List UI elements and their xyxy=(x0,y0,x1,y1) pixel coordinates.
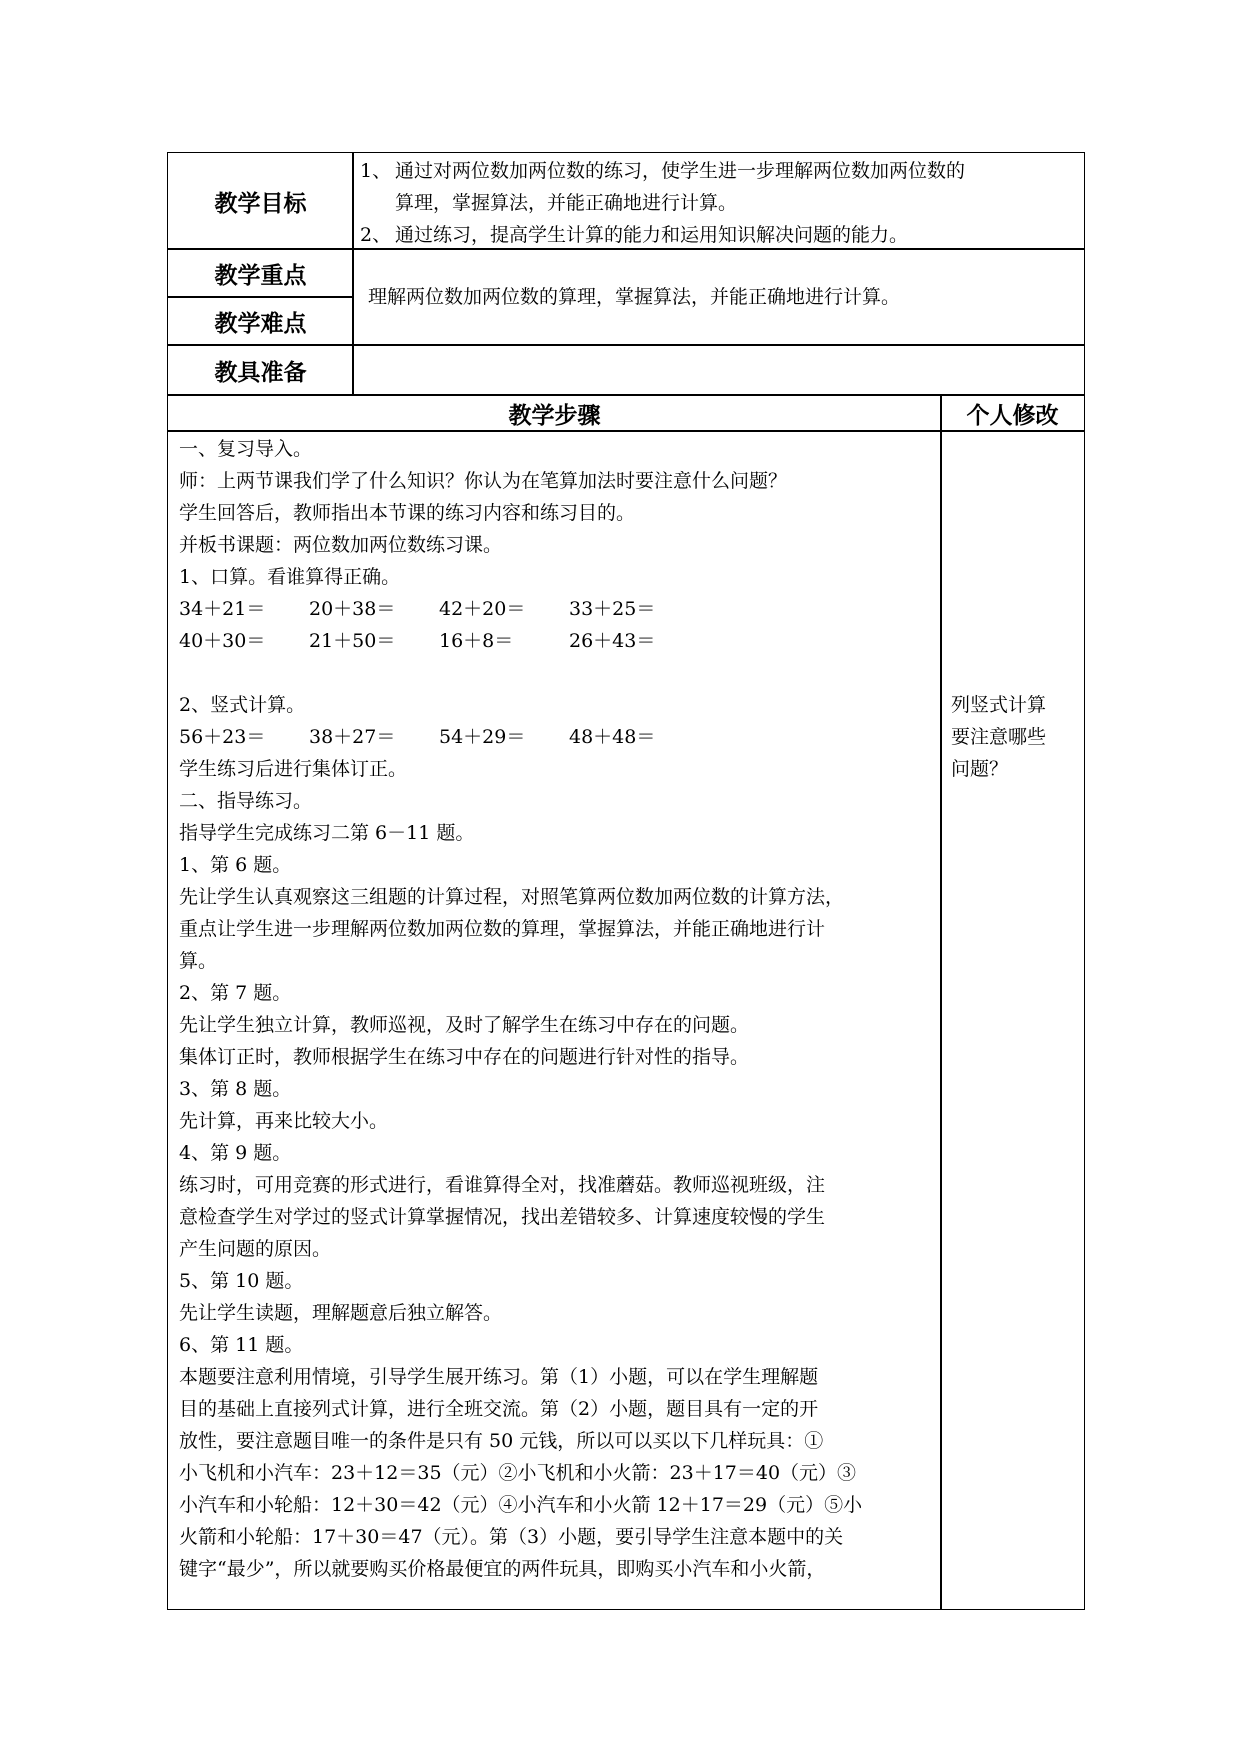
key-points-label-text: 教学重点 xyxy=(214,262,307,289)
materials-label xyxy=(167,344,354,396)
vertical-calc: 38＋27＝ xyxy=(309,726,396,748)
step-line: 先让学生读题，理解题意后独立解答。 xyxy=(179,1302,503,1324)
step-line: 先让学生独立计算，教师巡视，及时了解学生在练习中存在的问题。 xyxy=(179,1014,750,1036)
step-line: 重点让学生进一步理解两位数加两位数的算理，掌握算法，并能正确地进行计 xyxy=(179,918,826,940)
objective-1-line-1: 通过对两位数加两位数的练习，使学生进一步理解两位数加两位数的 xyxy=(395,160,966,182)
step-line: 键字“最少”，所以就要购买价格最便宜的两件玩具，即购买小汽车和小火箭， xyxy=(179,1558,826,1580)
personal-header-text: 个人修改 xyxy=(966,402,1059,429)
objective-2-line-1: 通过练习，提高学生计算的能力和运用知识解决问题的能力。 xyxy=(395,224,909,246)
materials-content xyxy=(352,344,1085,396)
personal-note-line: 要注意哪些 xyxy=(951,726,1047,748)
objective-2-number: 2、 xyxy=(360,224,392,246)
step-line: 意检查学生对学过的竖式计算掌握情况，找出差错较多、计算速度较慢的学生 xyxy=(179,1206,826,1228)
objectives-label-text: 教学目标 xyxy=(214,190,307,217)
difficulties-label xyxy=(167,296,354,346)
step-line: 火箭和小轮船：17＋30＝47（元）。第（3）小题，要引导学生注意本题中的关 xyxy=(179,1526,844,1548)
step-line: 小汽车和小轮船：12＋30＝42（元）④小汽车和小火箭 12＋17＝29（元）⑤小 xyxy=(179,1494,863,1516)
step-line: 目的基础上直接列式计算，进行全班交流。第（2）小题，题目具有一定的开 xyxy=(179,1398,819,1420)
vertical-calc: 48＋48＝ xyxy=(569,726,656,748)
step-line: 产生问题的原因。 xyxy=(179,1238,332,1260)
step-line: 算。 xyxy=(179,950,218,972)
key-points-label xyxy=(167,248,354,298)
personal-body xyxy=(940,430,1085,1610)
oral-calc: 42＋20＝ xyxy=(439,598,526,620)
step-line: 一、复习导入。 xyxy=(179,438,313,460)
personal-header xyxy=(940,394,1085,432)
personal-note-line: 列竖式计算 xyxy=(951,694,1047,716)
step-line: 集体订正时，教师根据学生在练习中存在的问题进行针对性的指导。 xyxy=(179,1046,750,1068)
step-line: 师：上两节课我们学了什么知识？你认为在笔算加法时要注意什么问题？ xyxy=(179,470,788,492)
materials-label-text: 教具准备 xyxy=(214,359,307,386)
step-line: 本题要注意利用情境，引导学生展开练习。第（1）小题，可以在学生理解题 xyxy=(179,1366,819,1388)
step-line: 2、第 7 题。 xyxy=(179,982,292,1004)
oral-calc: 21＋50＝ xyxy=(309,630,396,652)
objective-1-number: 1、 xyxy=(360,160,392,182)
objective-1-line-2: 算理，掌握算法，并能正确地进行计算。 xyxy=(395,192,738,214)
oral-calc: 34＋21＝ xyxy=(179,598,266,620)
step-line: 放性，要注意题目唯一的条件是只有 50 元钱，所以可以买以下几样玩具：① xyxy=(179,1430,824,1452)
step-line: 5、第 10 题。 xyxy=(179,1270,304,1292)
step-line: 练习时，可用竞赛的形式进行，看谁算得全对，找准蘑菇。教师巡视班级，注 xyxy=(179,1174,826,1196)
step-line: 2、竖式计算。 xyxy=(179,694,306,716)
step-line: 4、第 9 题。 xyxy=(179,1142,292,1164)
step-line: 1、口算。看谁算得正确。 xyxy=(179,566,401,588)
step-line: 二、指导练习。 xyxy=(179,790,313,812)
oral-calc: 33＋25＝ xyxy=(569,598,656,620)
step-line: 指导学生完成练习二第 6－11 题。 xyxy=(179,822,475,844)
vertical-calc: 56＋23＝ xyxy=(179,726,266,748)
objectives-label xyxy=(167,152,354,250)
step-line: 并板书课题：两位数加两位数练习课。 xyxy=(179,534,503,556)
oral-calc: 40＋30＝ xyxy=(179,630,266,652)
step-line: 小飞机和小汽车：23＋12＝35（元）②小飞机和小火箭：23＋17＝40（元）③ xyxy=(179,1462,857,1484)
key-difficult-text: 理解两位数加两位数的算理，掌握算法，并能正确地进行计算。 xyxy=(368,286,901,308)
steps-header xyxy=(167,394,942,432)
oral-calc: 16＋8＝ xyxy=(439,630,514,652)
key-difficult-content xyxy=(352,248,1085,346)
step-line: 学生练习后进行集体订正。 xyxy=(179,758,408,780)
vertical-calc: 54＋29＝ xyxy=(439,726,526,748)
steps-header-text: 教学步骤 xyxy=(508,402,601,429)
step-line: 1、第 6 题。 xyxy=(179,854,292,876)
oral-calc: 20＋38＝ xyxy=(309,598,396,620)
personal-note-line: 问题？ xyxy=(951,758,1009,780)
difficulties-label-text: 教学难点 xyxy=(214,310,307,337)
step-line: 学生回答后，教师指出本节课的练习内容和练习目的。 xyxy=(179,502,636,524)
step-line: 3、第 8 题。 xyxy=(179,1078,292,1100)
step-line: 6、第 11 题。 xyxy=(179,1334,304,1356)
step-line: 先让学生认真观察这三组题的计算过程，对照笔算两位数加两位数的计算方法， xyxy=(179,886,845,908)
step-line: 先计算，再来比较大小。 xyxy=(179,1110,389,1132)
oral-calc: 26＋43＝ xyxy=(569,630,656,652)
